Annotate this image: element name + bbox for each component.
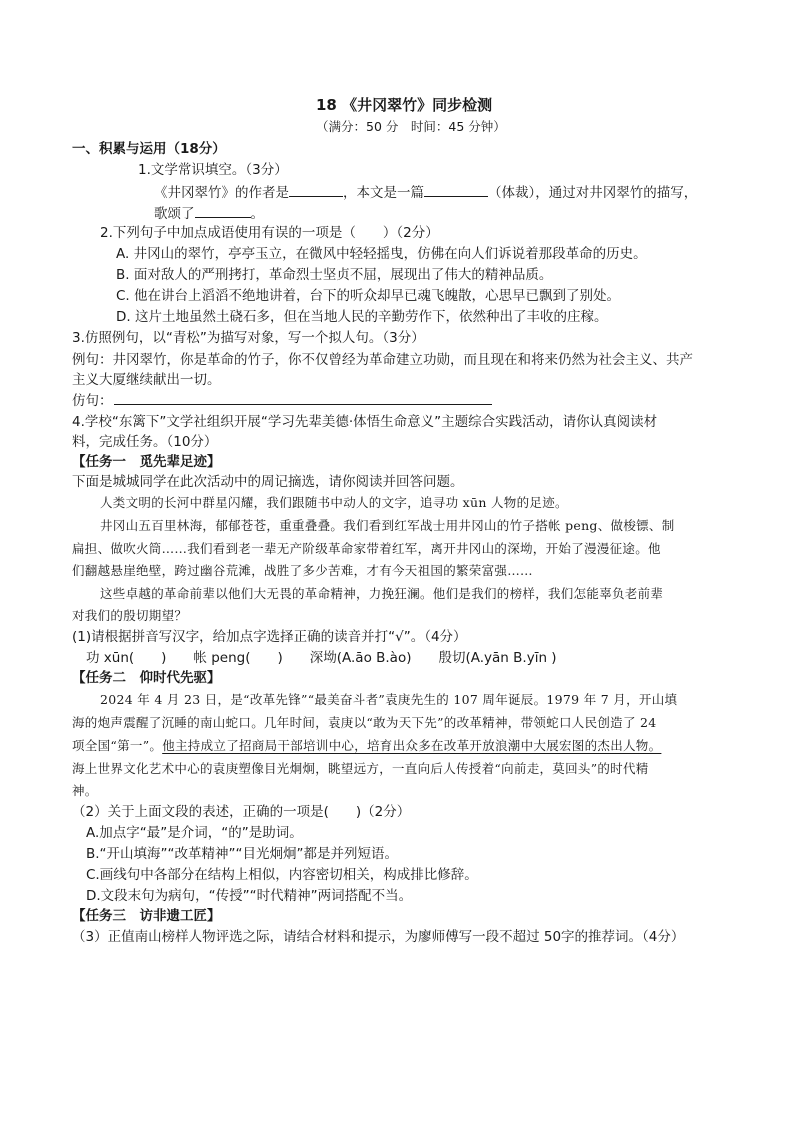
task2-para-2: 海的炮声震醒了沉睡的南山蛇口。几年时间，袁庚以“敢为天下先”的改革精神，带领蛇口人民创造了 24	[72, 715, 657, 730]
task1-para-2: 井冈山五百里林海，郁郁苍苍，重重叠叠。我们看到红军战士用井冈山的竹子搭帐 peng、做梭镖、制	[100, 518, 675, 533]
q1-text-c: （体裁），通过对井冈翠竹的描写，	[488, 185, 698, 201]
q2-option-b: B. 面对敌人的严刑拷打，革命烈士坚贞不屈，展现出了伟大的精神品质。	[116, 267, 553, 283]
task2-heading: 【任务二 仰时代先驱】	[72, 670, 221, 686]
task1-intro: 下面是城城同学在此次活动中的周记摘选，请你阅读并回答问题。	[72, 474, 464, 490]
q3-example-1: 例句：井冈翠竹，你是革命的竹子，你不仅曾经为革命建立功勋，而且现在和将来仍然为社会主义、共产	[72, 352, 693, 368]
q1-blank-theme[interactable]	[195, 203, 251, 218]
task1-para-4: 们翻越悬崖绝壁，跨过幽谷荒滩，战胜了多少苦难，才有今天祖国的繁荣富强……	[72, 563, 533, 578]
task2-para-3	[72, 736, 661, 756]
q1-text-b: ，本文是一篇	[343, 185, 424, 201]
q1-line-1	[154, 182, 697, 203]
q3-imitate-label: 仿句：	[72, 393, 113, 409]
q1-blank-author[interactable]	[289, 182, 343, 197]
q3-answer-line[interactable]	[114, 404, 492, 405]
section-heading: 一、积累与运用（18分）	[72, 141, 226, 157]
task1-q-items: 功 xūn( ) 帐 peng( ) 深坳(A.āo B.ào) 殷切(A.yān B.yīn )	[86, 650, 557, 666]
task3-heading: 【任务三 访非遗工匠】	[72, 908, 221, 924]
q3-label: 3.仿照例句，以“青松”为描写对象，写一个拟人句。（3分）	[72, 330, 425, 346]
task2-para-4: 海上世界文化艺术中心的袁庚塑像目光炯炯，眺望远方，一直向后人传授着“向前走，莫回头”的时代精	[72, 761, 649, 776]
q1-blank-genre[interactable]	[424, 182, 488, 197]
q2-option-c: C. 他在讲台上滔滔不绝地讲着，台下的听众却早已魂飞魄散，心思早已飘到了别处。	[116, 288, 621, 304]
task2-option-b: B.“开山填海”“改革精神”“目光炯炯”都是并列短语。	[86, 846, 399, 862]
q1-text-a: 《井冈翠竹》的作者是	[154, 185, 289, 201]
q1-label: 1.文学常识填空。（3分）	[138, 162, 288, 178]
page-title: 18 《井冈翠竹》同步检测	[316, 96, 493, 114]
page-subtitle: （满分：50 分 时间：45 分钟）	[316, 119, 506, 134]
task2-option-d: D.文段末句为病句，“传授”“时代精神”两词搭配不当。	[86, 888, 413, 904]
q1-text-d: 歌颂了	[154, 206, 195, 222]
task2-q-label: （2）关于上面文段的表述，正确的一项是( )（2分）	[72, 804, 411, 820]
q3-example-2: 主义大厦继续献出一切。	[72, 372, 221, 388]
task2-underlined-sentence: 他主持成立了招商局干部培训中心，培育出众多在改革开放浪潮中大展宏图的杰出人物。	[162, 738, 662, 753]
q4-label-1: 4.学校“东篱下”文学社组织开展“学习先辈美德·体悟生命意义”主题综合实践活动，请你认真阅读材	[72, 414, 658, 430]
task1-para-5: 这些卓越的革命前辈以他们大无畏的革命精神，力挽狂澜。他们是我们的榜样，我们怎能辜负老前辈	[100, 586, 664, 601]
task2-option-c: C.画线句中各部分在结构上相似，内容密切相关，构成排比修辞。	[86, 867, 478, 883]
task1-para-1: 人类文明的长河中群星闪耀，我们跟随书中动人的文字，追寻功 xūn 人物的足迹。	[100, 495, 568, 510]
task1-para-3: 扁担、做吹火筒……我们看到老一辈无产阶级革命家带着红军，离开井冈山的深坳，开始了漫漫征途。他	[72, 541, 661, 556]
q2-option-d: D. 这片土地虽然土硗石多，但在当地人民的辛勤劳作下，依然种出了丰收的庄稼。	[116, 309, 608, 325]
q1-line-2	[154, 203, 264, 224]
q1-text-e: 。	[250, 206, 264, 222]
task1-para-6: 对我们的殷切期望？	[72, 608, 188, 623]
task2-para-3a: 项全国“第一”。	[72, 738, 163, 753]
task3-q-label: （3）正值南山榜样人物评选之际，请结合材料和提示，为廖师傅写一段不超过 50字的推荐词。（4分）	[72, 929, 685, 945]
task2-option-a: A.加点字“最”是介词，“的”是助词。	[86, 825, 303, 841]
task2-para-5: 神。	[72, 783, 98, 798]
task2-para-1: 2024 年 4 月 23 日，是“改革先锋”“最美奋斗者”袁庚先生的 107 周年诞辰。1979 年 7 月，开山填	[100, 692, 678, 707]
q2-option-a: A. 井冈山的翠竹，亭亭玉立，在微风中轻轻摇曳，仿佛在向人们诉说着那段革命的历史。	[116, 246, 647, 262]
task1-heading: 【任务一 觅先辈足迹】	[72, 454, 221, 470]
q4-label-2: 料，完成任务。（10分）	[72, 434, 218, 450]
task1-q-label: (1)请根据拼音写汉字，给加点字选择正确的读音并打“√”。（4分）	[72, 629, 467, 645]
q2-label: 2.下列句子中加点成语使用有误的一项是（ ）（2分）	[100, 225, 439, 241]
